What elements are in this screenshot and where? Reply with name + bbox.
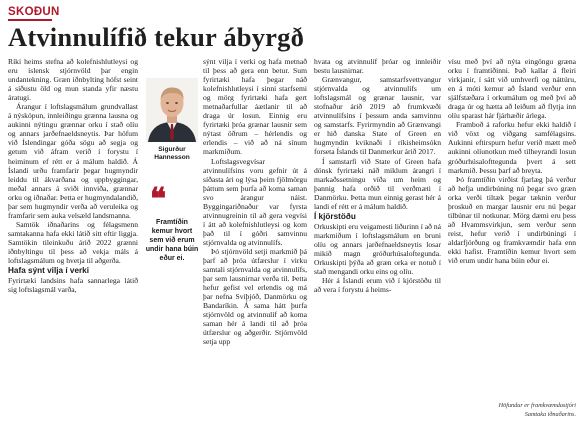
article-column-4	[448, 57, 576, 377]
kicker-underline	[8, 19, 52, 21]
pull-quote: Framtíðin kemur hvort sem við erum undir hana búin eður ei.	[145, 219, 199, 262]
paragraph: Grænvangur, samstarfsvettvangur stjórnvalda og atvinnulífs um loftslagsmál og grænar lausnir, var stofnaður árið 2019 að frumkvæði atvinnulífsins í þessum anda samvinnu og samstarfs. Fyrirmyndin að Grænvangi er hið danska State of Green en hugmyndin kviknaði í ríkisheimsókn forseta Íslands til Danmerkur árið 2017.	[314, 75, 441, 157]
paragraph: sýnt vilja í verki og hafa metnað til þess að gera enn betur. Sum fyrirtæki hafa þegar náð kolefnishlutleysi í sinni starfsemi og mörg fyrirtæki hafa gert metnaðarfullar áætlanir til að draga úr losun. Einnig eru fyrirtæki þróa grænar lausnir sem nýtast öðrum – hérlendis og erlendis – við að ná sínum markmiðum.	[203, 57, 307, 157]
paragraph: Loftslagsvegvísar atvinnulífsins voru gefnir út á síðasta ári og lýsa þeim fjölmörgu þáttum sem þurfa að koma saman svo árangur náist. Byggingariðnaður var fyrsta atvinnugreinin til að gera vegvísi í átt að kolefnishlutleysi og kom það til í góðri samvinnu stjórnvalda og atvinnulífs.	[203, 156, 307, 247]
author-first-name: Sigurður	[158, 146, 186, 153]
author-portrait-image	[146, 78, 198, 142]
author-byline	[146, 146, 198, 162]
author-signature	[470, 402, 576, 419]
paragraph: Árangur í loftslagsmálum grundvallast á nýsköpun, innleiðingu grænna lausna og aukinni nýtingu grænnar orku í stað olíu og annars jarðefnaeldsneytis. Þar höfum við Íslendingar góða sögu að segja og getum við áfram verið í forystu í heiminum ef rétt er á málum haldið. Á Íslandi urðu framfarir þegar hugmyndir leiddu til ákvarðana og uppbyggingar, meðal annars á sviði innviða, grænnar orku og iðnaðar. Þetta er hugmyndalandið, þar sem hugmyndir verða að veruleika og framfarir sem auka velsæld landsmanna.	[8, 102, 138, 220]
paragraph: Þó framtíðin virðist fjarlæg þá verður að hefja undirbúning nú þegar svo græn orka verði tiltæk þegar tæknin verður þroskuð en margar lausnir eru nú þegar tilbúnar til notkunar. Mörg dæmi eru þess að Hvammsvirkjun, sem verður senn reist, hefur verið í undirbúningi í aldarfjórðung og framkvæmdir hafa enn ekki hafist. Framtíðin kemur hvort sem við erum undir hana búin eður ei.	[448, 174, 576, 266]
article-column-3	[314, 57, 441, 440]
paragraph: Í samstarfi við State of Green hafa dönsk fyrirtæki náð miklum árangri í markaðssetningu víða um heim og þannig hafa orðið til verðmæti í Danmörku. Þetta mun einnig gerast hér á landi ef rétt er á málum haldið.	[314, 156, 441, 211]
author-last-name: Hannesson	[154, 154, 190, 161]
signature-line: Höfundur er framkvæmdastjóri	[498, 402, 576, 409]
paragraph: vísu með því að nýta eingöngu græna orku í framtíðinni. Það kallar á fleiri virkjanir, í sátt við umhverfi og náttúru, en á móti kemur að Ísland verður enn sjálfstæðara í orkumálum og með því að draga úr og hætta að leiðum að flytja inn olíu sparast hár fjárhæðir árlega.	[448, 57, 576, 121]
subheading: Hafa sýnt vilja í verki	[8, 266, 90, 276]
paragraph: hvata og atvinnulíf þróar og innleiðir bestu lausnirnar.	[314, 57, 441, 76]
quote-mark-icon: ❝	[150, 183, 167, 216]
paragraph: Ríki heims stefna að kolefnishlutleysi og eru íslensk stjórnvöld þar engin undantekning. Græn iðnbylting hófst seint á síðustu öld og mun standa yfir næstu áratugi.	[8, 57, 138, 103]
headline: Atvinnulífið tekur ábyrgð	[8, 22, 305, 52]
author-portrait	[146, 78, 198, 142]
article-column-2	[203, 57, 307, 440]
signature-line: Samtaka iðnaðarins.	[524, 410, 576, 418]
subheading: Í kjörstöðu	[314, 211, 356, 221]
article-column-1	[8, 57, 138, 440]
paragraph: Orkuskipti eru veigamesti liðurinn í að ná markmiðum í loftslagsmálum en bruni olíu og annars jarðefnaeldsneytis losar mikið magn gróðurhúsaloftegunda. Orkuskipti þýða að græn orka er notuð í stað mengandi orku eins og olíu.	[314, 221, 441, 277]
paragraph: Þó stjórnvöld setji markmið þá þarf að þróa útfærslur í virku samtali stjórnvalda og atvinnulífs, þar sem lausnirnar verða til. Þetta hefur gefist vel erlendis og má þar nefna Svíþjóð, Danmörku og Bandaríkin. Á sama hátt þurfa stjórnvöld og atvinnulíf að koma saman hér á landi til að þróa útfærslur og aðgerðir. Stjórnvöld setja upp	[203, 246, 307, 347]
paragraph: Hér á Íslandi erum við í kjörstöðu til að vera í forystu á heims-	[314, 276, 441, 295]
paragraph: Framboð á raforku hefur ekki haldið í við vöxt og viðgang samfélagsins. Aukinni eftirspurn hefur verið mætt með aukinni olíunotkun með tilheyrandi losun gróðurhúsalofttegunda þvert á sett markmið. Þessu þarf að breyta.	[448, 120, 576, 175]
section-kicker: SKOÐUN	[8, 6, 60, 18]
paragraph: Fyrirtæki landsins hafa sannarlega látið sig loftslagsmál varða,	[8, 276, 138, 295]
paragraph: Samtök iðnaðarins og félagsmenn samtakanna hafa ekki látið sitt eftir liggja. Samtökin tileinkuðu árið 2022 grænni iðnbyltingu til þess að vekja máls á loftslagsmálum og hvetja til aðgerða.	[8, 219, 138, 266]
